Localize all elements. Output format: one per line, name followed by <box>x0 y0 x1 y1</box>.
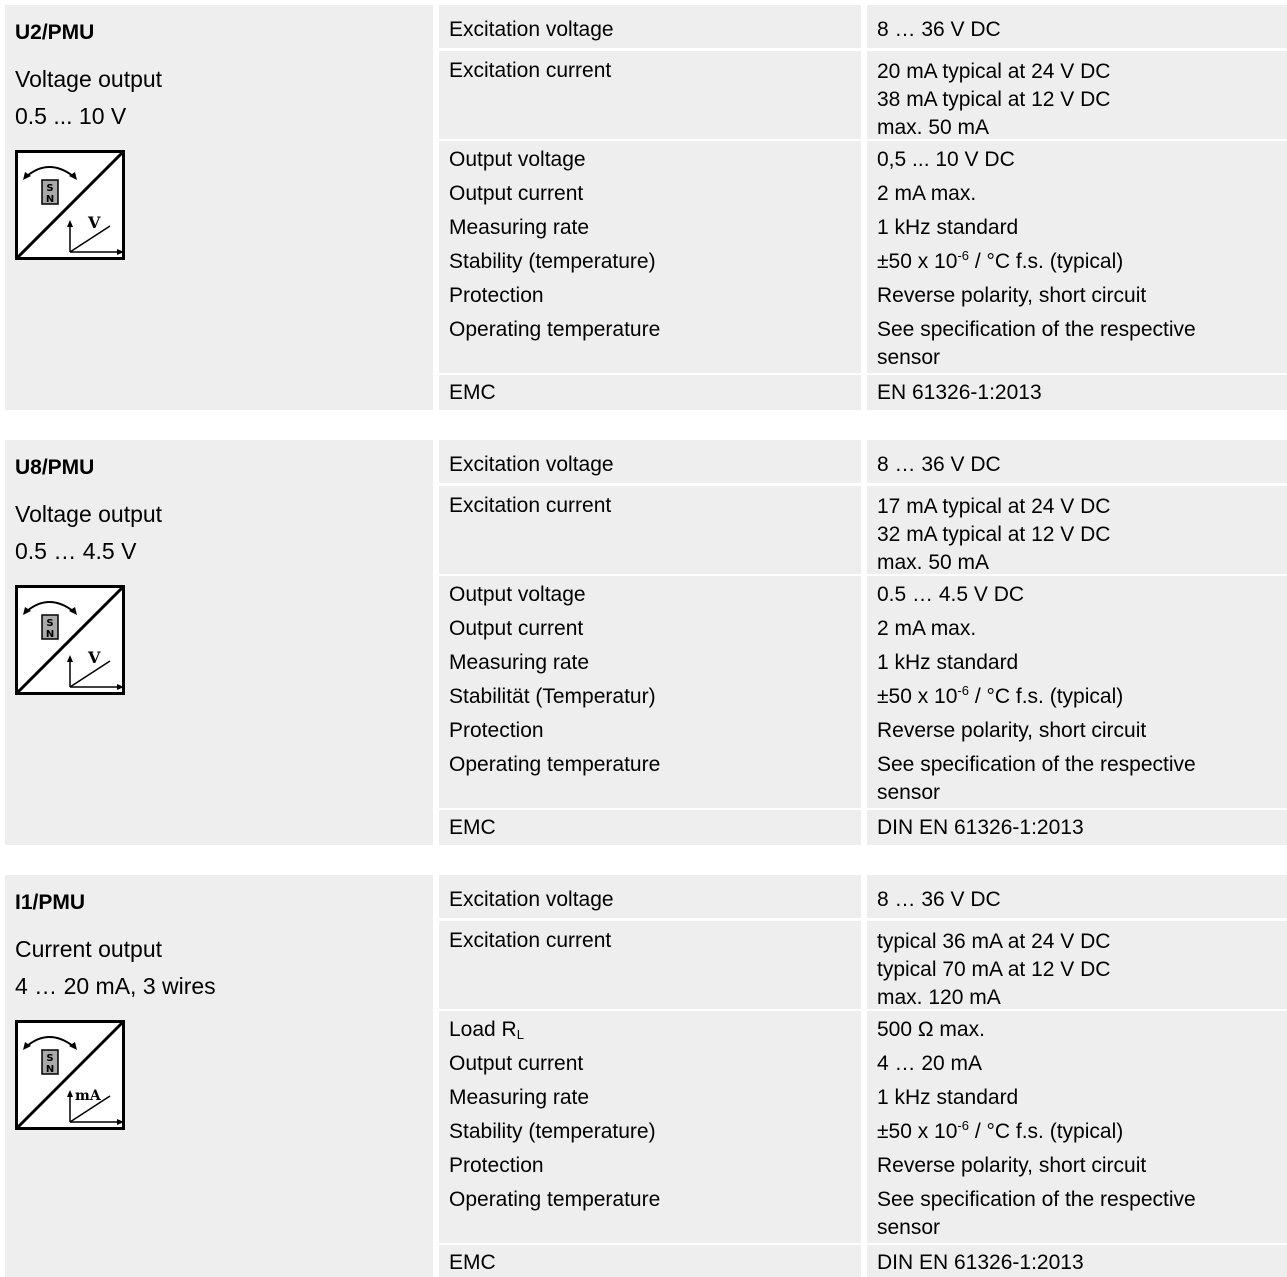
svg-text:V: V <box>88 213 101 232</box>
spec-value: Reverse polarity, short circuit <box>877 719 1147 742</box>
spec-row <box>439 277 1287 311</box>
product-title: I1/PMU <box>15 891 86 914</box>
product-title: U8/PMU <box>15 456 95 479</box>
spec-value: 8 … 36 V DC <box>877 888 1001 911</box>
spec-label: Operating temperature <box>449 318 661 341</box>
spec-value: 500 Ω max. <box>877 1018 985 1041</box>
spec-row <box>439 175 1287 209</box>
spec-row <box>439 921 1287 1009</box>
product-panel <box>5 5 433 410</box>
product-output-type: Current output <box>15 936 163 962</box>
spec-value: 8 … 36 V DC <box>877 453 1001 476</box>
spec-label: Output voltage <box>449 148 586 171</box>
product-output-range: 0.5 … 4.5 V <box>15 538 137 564</box>
spec-row <box>439 875 1287 918</box>
spec-value: 1 kHz standard <box>877 216 1019 239</box>
spec-row <box>439 810 1287 845</box>
svg-text:mA: mA <box>75 1088 101 1104</box>
spec-value: 2 mA max. <box>877 182 977 205</box>
spec-value: See specification of the respective sensor <box>877 753 1196 804</box>
svg-text:N: N <box>45 194 55 205</box>
svg-text:S: S <box>46 183 54 194</box>
spec-value: 2 mA max. <box>877 617 977 640</box>
product-title: U2/PMU <box>15 21 95 44</box>
spec-label: Excitation voltage <box>449 888 614 911</box>
spec-row <box>439 1011 1287 1045</box>
spec-value: 1 kHz standard <box>877 1086 1019 1109</box>
spec-row <box>439 486 1287 574</box>
spec-row <box>439 1045 1287 1079</box>
spec-row <box>439 576 1287 610</box>
spec-row <box>439 1079 1287 1113</box>
spec-label: Stability (temperature) <box>449 250 656 273</box>
spec-value: DIN EN 61326-1:2013 <box>877 1251 1084 1274</box>
spec-row <box>439 1181 1287 1243</box>
spec-value: 4 … 20 mA <box>877 1052 983 1075</box>
spec-row <box>439 440 1287 483</box>
sensor-voltage-output-icon <box>15 150 125 260</box>
spec-value: 0.5 … 4.5 V DC <box>877 583 1025 606</box>
spec-row <box>439 51 1287 139</box>
spec-value: 17 mA typical at 24 V DC 32 mA typical at 12 V DC max. 50 mA <box>877 495 1111 574</box>
spec-row <box>439 712 1287 746</box>
svg-text:N: N <box>45 1064 55 1075</box>
spec-row <box>439 1245 1287 1277</box>
spec-label: EMC <box>449 816 496 839</box>
spec-value: See specification of the respective sensor <box>877 1188 1196 1239</box>
spec-label: Protection <box>449 719 544 742</box>
spec-label: EMC <box>449 1251 496 1274</box>
spec-value: ±50 x $10^{-6} / ^\circ C$ f.s. (typical) <box>877 683 1124 708</box>
spec-value: 20 mA typical at 24 V DC 38 mA typical at 12 V DC max. 50 mA <box>877 60 1111 139</box>
spec-label: Operating temperature <box>449 753 661 776</box>
spec-row <box>439 1113 1287 1147</box>
spec-value: typical 36 mA at 24 V DC typical 70 mA at 12 V DC max. 120 mA <box>877 930 1111 1009</box>
spec-label: Measuring rate <box>449 216 590 239</box>
spec-value: 0,5 ... 10 V DC <box>877 148 1015 171</box>
spec-row <box>439 678 1287 712</box>
product-panel <box>5 875 433 1277</box>
product-output-type: Voltage output <box>15 501 163 527</box>
spec-section-i1pmu <box>5 875 1287 1277</box>
spec-label: Stabilität (Temperatur) <box>449 685 656 708</box>
spec-label: Output current <box>449 182 584 205</box>
spec-label: Excitation current <box>449 494 612 517</box>
spec-label: Excitation current <box>449 929 612 952</box>
spec-label: Protection <box>449 1154 544 1177</box>
spec-label: Output current <box>449 617 584 640</box>
spec-label: EMC <box>449 381 496 404</box>
spec-value: EN 61326-1:2013 <box>877 381 1042 404</box>
spec-row <box>439 5 1287 48</box>
spec-row <box>439 1147 1287 1181</box>
spec-label: Excitation current <box>449 59 612 82</box>
spec-row <box>439 141 1287 175</box>
sensor-current-output-icon <box>15 1020 125 1130</box>
svg-text:V: V <box>88 648 101 667</box>
spec-row <box>439 644 1287 678</box>
spec-value: See specification of the respective sensor <box>877 318 1196 369</box>
spec-value: DIN EN 61326-1:2013 <box>877 816 1084 839</box>
spec-value: Reverse polarity, short circuit <box>877 284 1147 307</box>
svg-text:N: N <box>45 629 55 640</box>
spec-row <box>439 311 1287 373</box>
spec-row <box>439 375 1287 410</box>
svg-text:S: S <box>46 618 54 629</box>
product-output-range: 4 … 20 mA, 3 wires <box>15 973 216 999</box>
spec-label: Operating temperature <box>449 1188 661 1211</box>
spec-label: Measuring rate <box>449 1086 590 1109</box>
spec-row <box>439 243 1287 277</box>
spec-label: Stability (temperature) <box>449 1120 656 1143</box>
spec-label: Load $R_L$ <box>449 1018 524 1042</box>
spec-value: ±50 x $10^{-6} / ^\circ C$ f.s. (typical) <box>877 248 1124 273</box>
spec-label: Excitation voltage <box>449 453 614 476</box>
spec-row <box>439 209 1287 243</box>
spec-label: Output voltage <box>449 583 586 606</box>
spec-section-u2pmu <box>5 5 1287 410</box>
spec-value: ±50 x $10^{-6} / ^\circ C$ f.s. (typical) <box>877 1118 1124 1143</box>
spec-section-u8pmu <box>5 440 1287 845</box>
svg-text:S: S <box>46 1053 54 1064</box>
spec-row <box>439 746 1287 808</box>
spec-row <box>439 610 1287 644</box>
spec-label: Protection <box>449 284 544 307</box>
product-output-type: Voltage output <box>15 66 163 92</box>
spec-label: Excitation voltage <box>449 18 614 41</box>
spec-value: 1 kHz standard <box>877 651 1019 674</box>
spec-value: 8 … 36 V DC <box>877 18 1001 41</box>
product-output-range: 0.5 ... 10 V <box>15 103 127 129</box>
sensor-voltage-output-icon <box>15 585 125 695</box>
spec-label: Measuring rate <box>449 651 590 674</box>
spec-label: Output current <box>449 1052 584 1075</box>
product-panel <box>5 440 433 845</box>
spec-value: Reverse polarity, short circuit <box>877 1154 1147 1177</box>
